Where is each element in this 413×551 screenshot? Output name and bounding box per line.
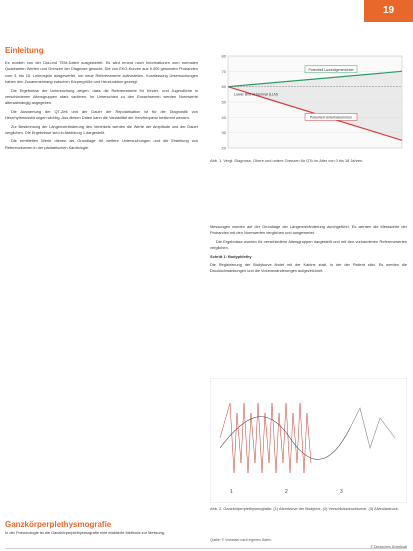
paragraph: Es wurden von der Dia-und TEM-Daten ausgewertet. Es wird erneut nach Informationen zum normalen Quadranten Werten und Grenzen der Diagnose gesucht. Die von EKG-Kurven aus 5.000 gesunden Probanden vom 3. bis 15. Lebensjahr ausgewertet, um neue Referenzwerte aufzustellen. Kurzfassung Untersuchungen haben den Zusammenhang zwischen Körpergröße und Herzfunktion gezeigt. xyxy=(5,60,198,85)
paragraph: Die Ergebnisse wurden für verschiedene Altersgruppen dargestellt und mit den vorhandenen Referenzwerten verglichen. xyxy=(210,238,407,251)
footer: © Deutsches Ärzteblatt xyxy=(370,545,407,549)
waveform-figure xyxy=(210,378,407,503)
paragraph: In der Pneumologie ist die Ganzkörperplethysmografie eine etablierte Methode zur Messung. xyxy=(5,530,166,535)
annotation-label: Potentiell Unterbekommen xyxy=(309,115,353,120)
paragraph: Die Registrierung der Bodykurve findet mit der Kabine statt, in der der Patient sitzt. Es werden die Druckschwankungen und die Volumenänderungen aufgezeichnet. xyxy=(210,262,407,274)
footer-rule xyxy=(5,548,407,549)
paragraph: Die Auswertung der QT-Zeit und der Dauer der Repolarisation ist für die Diagnostik von Herzrhythmusstörungen wichtig. Aus diesen Daten kann die Variabilität der Herzfrequenz bestimmt werden. xyxy=(5,108,198,121)
y-tick-label: 30 xyxy=(221,130,226,136)
page-number: 19 xyxy=(382,5,395,16)
chart xyxy=(210,52,407,156)
y-tick-label: 20 xyxy=(221,145,226,151)
paragraph: Die Ergebnisse der Untersuchung zeigen, dass die Referenzwerte für Kinder- und Jugendliche in verschiedenen Altersgruppen stark variieren. Im Unterschied zu den Erwachsenen werden Normwerte altersabhängig angegeben. xyxy=(5,87,198,106)
footnote: Quelle: © Verfasser nach eigenen Daten. xyxy=(210,538,272,542)
left-column xyxy=(5,60,198,153)
paragraph: Messungen wurden auf der Grundlage der Längenveränderung durchgeführt. Es werden die Messwerte der Probanden mit den Normwerten verglichen und ausgewertet. xyxy=(210,224,407,236)
y-tick-label: 40 xyxy=(221,114,226,120)
section-heading: Einleitung xyxy=(5,46,44,55)
y-tick-label: 60 xyxy=(221,84,226,90)
left-column-bottom xyxy=(5,530,198,538)
paragraph: Zur Bestimmung der Längenveränderung des Ventrikels werden die Werte der Amplitude und der Dauer verglichen. Die Ergebnisse sind in Abbildung 1 dargestellt. xyxy=(5,123,198,136)
figure-caption: Abb. 1. Vergl. Diagnose. Obere und untere Grenzen für QTc im Alter von 0 bis 18 Jahren. xyxy=(210,158,364,163)
waveform-label: 2 xyxy=(285,489,288,495)
waveform-label: 1 xyxy=(230,489,233,495)
subheading: Schritt 1: Bodyphlethy xyxy=(210,253,252,259)
section-heading: Ganzkörperplethysmografie xyxy=(5,520,112,529)
annotation-label: Potentiell Luwedigenerichtet xyxy=(308,67,354,72)
figure-caption: Abb. 2. Ganzkörperplethysmografie: (1) Atemkurve der Bodybox, (2) Verschlussdruckkurve, (3) Alveolardruck. xyxy=(210,506,399,511)
annotation-label: Lower limit of Normal (LLN) xyxy=(234,92,278,97)
y-tick-label: 50 xyxy=(221,99,226,105)
y-tick-label: 80 xyxy=(221,53,226,59)
y-tick-label: 70 xyxy=(221,68,226,74)
paragraph: Die ermittelten Werte dienen als Grundlage für weitere Untersuchungen und die Erstellung von Referenzkurven in der pädiatrischen Kardiologie. xyxy=(5,138,198,150)
waveform-label: 3 xyxy=(340,489,343,495)
right-column xyxy=(210,224,407,277)
